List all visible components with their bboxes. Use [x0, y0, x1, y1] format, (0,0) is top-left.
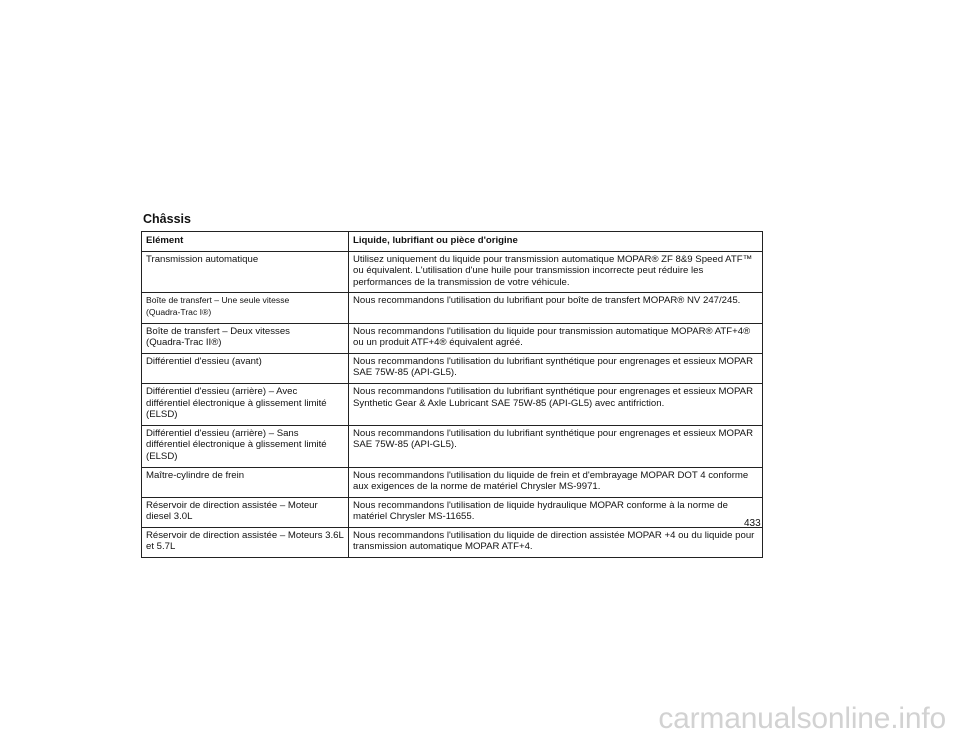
table-row — [142, 251, 763, 293]
watermark-text: carmanualsonline.info — [658, 702, 946, 735]
element-name: Boîte de transfert – Une seule vitesse — [146, 295, 290, 306]
spec-cell: Nous recommandons l'utilisation du liquide pour transmission automatique MOPAR® ATF+4® ou un produit ATF+4® équivalent agréé. — [349, 323, 763, 353]
table-row — [142, 527, 763, 557]
spec-cell: Nous recommandons l'utilisation du liquide de direction assistée MOPAR +4 ou du liquide pour transmission automatique MOPAR ATF+4. — [349, 527, 763, 557]
element-name: Transmission automatique — [146, 253, 259, 265]
element-cell — [142, 497, 349, 527]
element-name: Réservoir de direction assistée – Moteurs 3.6L et 5.7L — [146, 529, 344, 553]
element-name: Boîte de transfert – Deux vitesses — [146, 325, 290, 337]
element-name: Réservoir de direction assistée – Moteur diesel 3.0L — [146, 499, 318, 523]
table-row — [142, 497, 763, 527]
column-header-fluid: Liquide, lubrifiant ou pièce d'origine — [349, 232, 763, 252]
spec-cell: Nous recommandons l'utilisation du lubrifiant synthétique pour engrenages et essieux MOPAR SAE 75W-85 (API-GL5). — [349, 425, 763, 467]
element-name: Différentiel d'essieu (avant) — [146, 355, 262, 367]
element-cell — [142, 353, 349, 383]
spec-cell: Nous recommandons l'utilisation du liquide de frein et d'embrayage MOPAR DOT 4 conforme aux exigences de la norme de matériel Chrysler MS-9971. — [349, 467, 763, 497]
table-row — [142, 425, 763, 467]
table-row — [142, 383, 763, 425]
column-header-element: Elément — [142, 232, 349, 252]
element-cell — [142, 467, 349, 497]
element-subname: (Quadra-Trac II®) — [146, 337, 222, 349]
element-cell — [142, 383, 349, 425]
table-row — [142, 467, 763, 497]
table-row — [142, 293, 763, 323]
spec-cell: Utilisez uniquement du liquide pour transmission automatique MOPAR® ZF 8&9 Speed ATF™ ou équivalent. L'utilisation d'une huile pour transmission incorrecte peut réduire les performances de la transmission de votre véhicule. — [349, 251, 763, 293]
section-title: Châssis — [143, 212, 191, 226]
element-cell — [142, 251, 349, 293]
spec-cell: Nous recommandons l'utilisation du lubrifiant synthétique pour engrenages et essieux MOPAR Synthetic Gear & Axle Lubricant SAE 75W-85 (API-GL5) avec antifriction. — [349, 383, 763, 425]
element-cell — [142, 425, 349, 467]
page-number: 433 — [744, 518, 761, 529]
fluids-specification-table — [141, 231, 763, 558]
spec-cell: Nous recommandons l'utilisation de liquide hydraulique MOPAR conforme à la norme de matériel Chrysler MS-11655. — [349, 497, 763, 527]
table-row — [142, 353, 763, 383]
element-cell — [142, 323, 349, 353]
element-name: Maître-cylindre de frein — [146, 469, 245, 481]
spec-cell: Nous recommandons l'utilisation du lubrifiant synthétique pour engrenages et essieux MOPAR SAE 75W-85 (API-GL5). — [349, 353, 763, 383]
table-row — [142, 323, 763, 353]
element-name: Différentiel d'essieu (arrière) – Avec différentiel électronique à glissement limité (ELSD) — [146, 385, 327, 421]
element-name: Différentiel d'essieu (arrière) – Sans différentiel électronique à glissement limité (ELSD) — [146, 427, 327, 462]
element-subname: (Quadra-Trac I®) — [146, 306, 212, 317]
table-header-row — [142, 232, 763, 252]
element-cell — [142, 293, 349, 323]
element-cell — [142, 527, 349, 557]
spec-cell: Nous recommandons l'utilisation du lubrifiant pour boîte de transfert MOPAR® NV 247/245. — [349, 293, 763, 323]
